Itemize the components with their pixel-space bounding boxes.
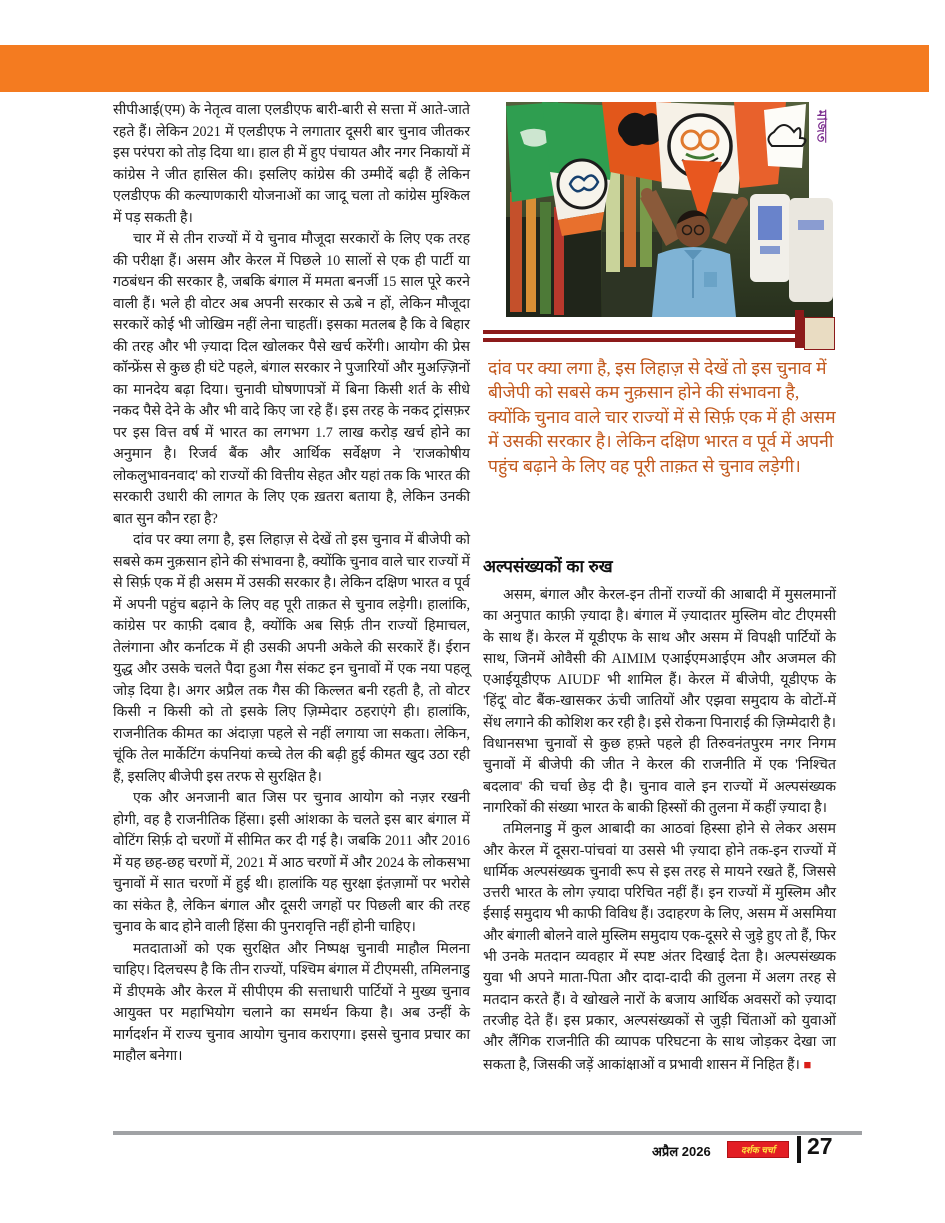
lotus-flag — [764, 104, 806, 168]
pull-quote: दांव पर क्या लगा है, इस लिहाज़ से देखें तो इस चुनाव में बीजेपी को सबसे कम नुक़सान होने की संभावना है, क्योंकि चुनाव वाले चार राज्यों में से सिर्फ़ एक में ही असम में उसकी सरकार है। लेकिन दक्षिण भारत व पूर्व में अपनी पहुंच बढ़ाने के लिए वह पूरी ताक़त से चुनाव लड़ेगी। — [488, 358, 836, 476]
page-number: 27 — [807, 1133, 833, 1159]
footer-divider-bar — [797, 1136, 801, 1163]
paragraph: असम, बंगाल और केरल-इन तीनों राज्यों की आबादी में मुसलमानों का अनुपात काफ़ी ज़्यादा है। बंगाल में ज़्यादातर मुस्लिम वोट टीएमसी के साथ हैं। केरल में यूडीएफ के साथ और असम में विपक्षी पार्टियों के साथ, जिनमें ओवैसी की AIMIM एआईएमआईएम और अजमल की एआईयूडीएफ AIUDF भी शामिल हैं। केरल में बीजेपी, यूडीएफ के 'हिंदू' वोट बैंक-खासकर ऊंची जातियों और एझवा समुदाय के वोटों-में सेंध लगाने की कोशिश कर रही है। इसे रोकना पिनाराई की ज़िम्मेदारी है। विधानसभा चुनावों से कुछ हफ़्ते पहले ही तिरुवनंतपुरम नगर निगम चुनावों में बीजेपी की जीत ने केरल की राजनीति में एक 'निश्चित बदलाव' की चर्चा छेड़ दी है। चुनाव वाले इन राज्यों में अल्पसंख्यक नागरिकों की संख्या भारत के बाकी हिस्सों की तुलना में कहीं ज़्यादा है। — [483, 587, 836, 816]
maroon-rule-bottom — [483, 338, 800, 342]
paragraph: तमिलनाडु में कुल आबादी का आठवां हिस्सा होने से लेकर असम और केरल में दूसरा-पांचवां या उससे भी ज़्यादा होने तक-इन राज्यों में धार्मिक अल्पसंख्यक चुनावी रूप से इस तरह से मायने रखते हैं, जिससे उत्तरी भारत के लोग ज़्यादा परिचित नहीं हैं। इन राज्यों में मुस्लिम और ईसाई समुदाय भी काफी विविध हैं। उदाहरण के लिए, असम में असमिया और बंगाली बोलने वाले मुस्लिम समुदाय एक-दूसरे से जुड़े हुए तो हैं, फिर भी उनके मतदान व्यवहार में स्पष्ट अंतर दिखाई देता है। अल्पसंख्यक युवा भी अपने माता-पिता और दादा-दादी की तुलना में अलग तरह से मतदान करते हैं। वे खोखले नारों के बजाय आर्थिक अवसरों को ज़्यादा तरजीह देते हैं। इस प्रकार, अल्पसंख्यकों से जुड़ी चिंताओं को युवाओं और लैंगिक राजनीति की व्यापक परिघटना के साथ जोड़कर देखा जा सकता है, जिसकी जड़ें आकांक्षाओं व प्रभावी शासन में निहित हैं। ■ — [483, 821, 836, 1073]
article-end-mark: ■ — [803, 1056, 812, 1072]
article-right-column — [483, 585, 836, 1076]
paragraph: सीपीआई(एम) के नेतृत्व वाला एलडीएफ बारी-बारी से सत्ता में आते-जाते रहते हैं। लेकिन 2021 में एलडीएफ ने लगातार दूसरी बार चुनाव जीतकर इस परंपरा को तोड़ दिया था। हाल ही में हुए पंचायत और नगर निकायों में कांग्रेस ने जीत हासिल की। इसलिए कांग्रेस की उम्मीदें बढ़ी हैं लेकिन एलडीएफ की कल्याणकारी योजनाओं का जादू चला तो कांग्रेस मुश्किल में पड़ सकती है। — [113, 102, 470, 226]
paragraph: चार में से तीन राज्यों में ये चुनाव मौजूदा सरकारों के लिए एक तरह की परीक्षा हैं। असम और केरल में पिछले 10 सालों से एक ही पार्टी या गठबंधन की सरकार है, जबकि बंगाल में ममता बनर्जी 15 साल पूरे करने वाली हैं। भले ही वोटर अब अपनी सरकार से ऊबे न हों, लेकिन मौजूदा सरकारें कोई भी जोखिम नहीं लेना चाहतीं। इसका मतलब है कि वे बिहार की तरह और भी ज़्यादा दिल खोलकर पैसे खर्च करेंगी। आयोग की प्रेस कॉन्फ्रेंस से कुछ ही घंटे पहले, बंगाल सरकार ने पुजारियों और मुअज़्ज़िनों का मानदेय बढ़ा दिया। चुनावी घोषणापत्रों में बिना किसी शर्त के सीधे नकद पैसे देने के और भी वादे किए जा रहे हैं। इस तरह के नकद ट्रांसफ़र पर इस वित्त वर्ष में भारत का लगभग 1.7 लाख करोड़ खर्च होने का अनुमान है। रिजर्व बैंक और आर्थिक सर्वेक्षण ने 'राजकोषीय लोकलुभावनवाद' को राज्यों की वित्तीय सेहत और यहां तक कि भारत की सरकारी उधारी की लागत के लिए एक ख़तरा बताया है, लेकिन उनकी बात सुन कौन रहा है? — [113, 231, 470, 527]
magazine-logo: दर्शक चर्चा — [727, 1141, 789, 1158]
maroon-rule-top — [483, 330, 800, 334]
paragraph: मतदाताओं को एक सुरक्षित और निष्पक्ष चुनावी माहौल मिलना चाहिए। दिलचस्प है कि तीन राज्यों, पश्चिम बंगाल में टीएमसी, तमिलनाडु में डीएमके और केरल में सीपीएम की सत्ताधारी पार्टियों ने मुख्य चुनाव आयुक्त पर महाभियोग चलाने का समर्थन किया है। अब उन्हीं के मार्गदर्शन में राज्य चुनाव आयोग चुनाव कराएगा। इससे चुनाव प्रचार का माहौल बनेगा। — [113, 940, 470, 1064]
paragraph: एक और अनजानी बात जिस पर चुनाव आयोग को नज़र रखनी होगी, वह है राजनीतिक हिंसा। इसी आंशका के चलते इस बार बंगाल में वोटिंग सिर्फ़ दो चरणों में सीमित कर दी गई है। जबकि 2011 और 2016 में यह छह-छह चरणों में, 2021 में आठ चरणों में और 2024 के लोकसभा चुनावों में सात चरणों में हुई थी। हालांकि यह सुरक्षा इंतज़ामों पर भरोसे का संकेत है, लेकिन बंगाल और दूसरी जगहों पर पिछली बार की तरह चुनाव के बाद होने वाली हिंसा की पुनरावृत्ति नहीं होनी चाहिए। — [113, 790, 470, 935]
paragraph: दांव पर क्या लगा है, इस लिहाज़ से देखें तो इस चुनाव में बीजेपी को सबसे कम नुक़सान होने की संभावना है, क्योंकि चुनाव वाले चार राज्यों में से सिर्फ़ एक में ही असम में उसकी सरकार है। लेकिन दक्षिण भारत व पूर्व में अपनी पहुंच बढ़ाने के लिए वह पूरी ताक़त से चुनाव लड़ेगी। हालांकि, कांग्रेस पर काफ़ी दबाव है, क्योंकि अब सिर्फ़ तीन राज्यों हिमाचल, तेलंगाना और कर्नाटक में ही उसकी अपनी अकेले की सरकारें हैं। ईरान युद्ध और उसके चलते पैदा हुआ गैस संकट इन चुनावों में एक नया पहलू जोड़ दिया है। अगर अप्रैल तक गैस की किल्लत बनी रहती है, तो वोटर किसी न किसी को तो इसके लिए ज़िम्मेदार ठहराएंगे ही। हालांकि, राजनीतिक कीमत का अंदाज़ा पहले से नहीं लगाया जा सकता। लेकिन, चूंकि तेल मार्केटिंग कंपनियां कच्चे तेल की बढ़ी हुई कीमत खुद उठा रही हैं, इसलिए बीजेपी इस तरफ से सुरक्षित है। — [113, 532, 470, 785]
top-orange-band — [0, 45, 929, 92]
section-heading: अल्पसंख्यकों का रुख — [483, 557, 613, 576]
banner-script-text: মাজত — [813, 110, 829, 143]
flags-photo-illustration — [506, 102, 833, 317]
footer-rule — [113, 1131, 862, 1135]
footer-issue-date: अप्रैल 2026 — [652, 1144, 711, 1159]
maroon-corner-bar — [795, 310, 804, 348]
beige-corner-square — [804, 317, 835, 350]
article-left-column — [113, 100, 470, 1068]
article-photo — [506, 102, 833, 317]
